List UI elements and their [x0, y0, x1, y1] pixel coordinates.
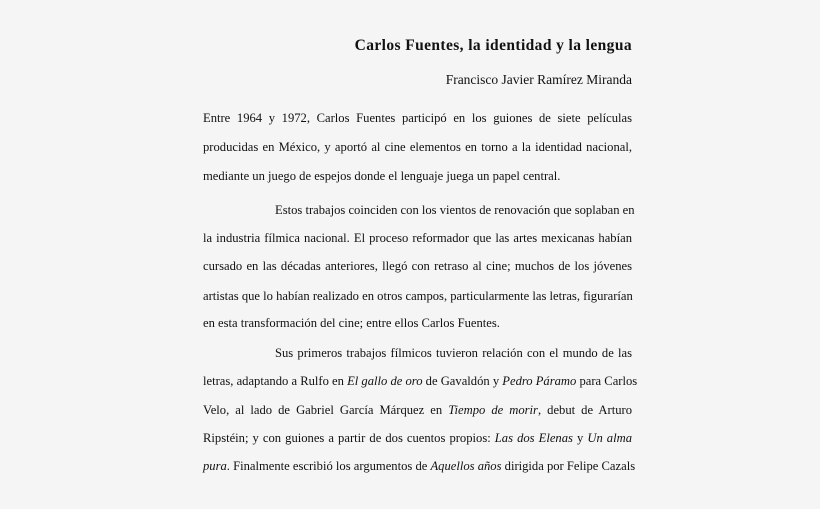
document-author: Francisco Javier Ramírez Miranda: [445, 72, 632, 87]
paragraph-line: [203, 258, 632, 274]
paragraph-line: [203, 373, 638, 389]
italic-title-text: Un alma: [587, 431, 632, 445]
paragraph-line: [203, 139, 632, 155]
text-segment: letras, adaptando a Rulfo en: [203, 374, 348, 388]
italic-title-text: Tiempo de morir: [448, 403, 538, 417]
paragraph-line: [203, 288, 632, 304]
text-segment: Sus primeros trabajos fílmicos tuvieron relación con el mundo de las: [275, 346, 632, 360]
italic-title-text: Las dos Elenas: [494, 431, 573, 445]
text-segment: y: [572, 431, 588, 445]
text-segment: . Finalmente escribió los argumentos de: [226, 459, 431, 473]
text-segment: artistas que lo habían realizado en otros campos, particularmente las letras, figurarían: [203, 289, 633, 303]
text-segment: , debut de Arturo: [537, 403, 632, 417]
paragraph-line: [203, 110, 632, 126]
paragraph-line: [203, 402, 632, 418]
text-segment: cursado en las décadas anteriores, llegó con retraso al cine; muchos de los jóvenes: [203, 259, 632, 273]
paragraph-line: [203, 458, 636, 474]
text-segment: producidas en México, y aportó al cine elementos en torno a la identidad nacional,: [203, 140, 632, 154]
text-segment: Ripstéin; y con guiones a partir de dos cuentos propios:: [203, 431, 495, 445]
paragraph-line: [203, 345, 632, 361]
italic-title-text: Aquellos años: [430, 459, 502, 473]
text-segment: mediante un juego de espejos donde el lenguaje juega un papel central.: [203, 169, 561, 183]
text-segment: de Gavaldón y: [422, 374, 503, 388]
italic-title-text: El gallo de oro: [347, 374, 423, 388]
paragraph-line: [203, 230, 632, 246]
text-segment: para Carlos: [576, 374, 638, 388]
text-segment: Estos trabajos coinciden con los vientos de renovación que soplaban en: [275, 203, 635, 217]
paragraph-line: [203, 202, 635, 218]
text-segment: Entre 1964 y 1972, Carlos Fuentes participó en los guiones de siete películas: [203, 111, 632, 125]
paragraph-line: [203, 430, 632, 446]
text-segment: la industria fílmica nacional. El proceso reformador que las artes mexicanas habían: [203, 231, 632, 245]
text-segment: Velo, al lado de Gabriel García Márquez en: [203, 403, 449, 417]
paragraph-line: [203, 315, 632, 331]
paragraph-line: [203, 168, 632, 184]
text-segment: dirigida por Felipe Cazals: [501, 459, 636, 473]
italic-title-text: pura: [203, 459, 227, 473]
document-title: Carlos Fuentes, la identidad y la lengua: [354, 37, 632, 54]
text-segment: en esta transformación del cine; entre ellos Carlos Fuentes.: [203, 316, 500, 330]
italic-title-text: Pedro Páramo: [502, 374, 577, 388]
